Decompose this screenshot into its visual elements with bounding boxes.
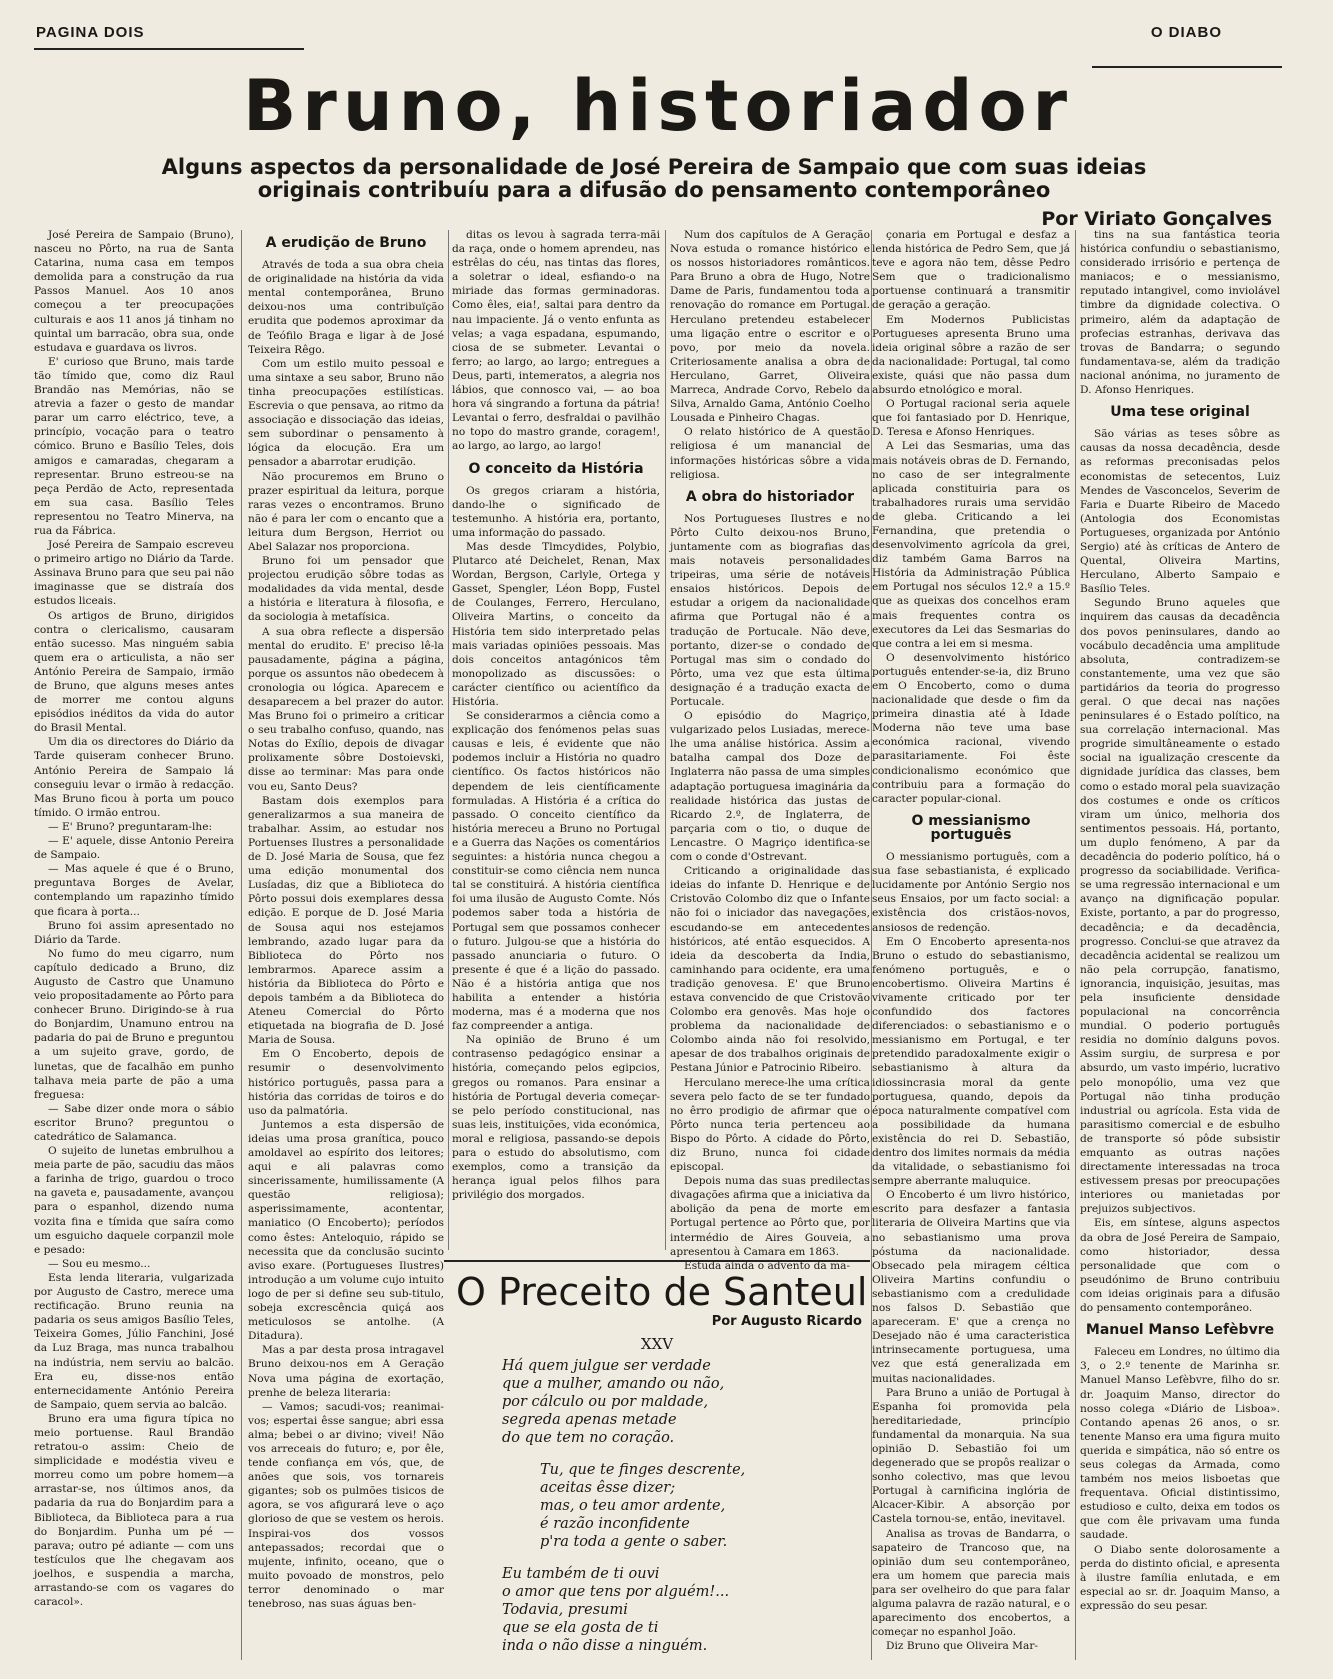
poem-line: mas, o teu amor ardente, — [540, 1498, 726, 1514]
paragraph: O Diabo sente dolorosamente a perda do distinto oficial, e apresenta à ilustre família enlutada, e em especial ao sr. dr. Joaquim Manso, a expressão do seu pesar. — [1080, 1543, 1280, 1612]
paragraph: Não procuremos em Bruno o prazer espiritual da leitura, porque raras vezes o encontramos. Bruno não é para ler com o encanto que a leitura dum Bergson, Herriot ou Abel Salazar nos proporciona. — [248, 470, 444, 553]
paragraph: Criticando a originalidade das ideias do infante D. Henrique e de Cristovão Colombo diz que o Infante não foi o iniciador das navegações, escudando-se em antecedentes históricos, até então esquecidos. A ideia da descoberta da India, caminhando para ocidente, era uma tradição genovesa. E' que Bruno estava convencido de que Cristovão Colombo era genovês. Mas hoje o problema da nacionalidade de Colombo ainda não foi resolvido, apesar de dos trabalhos originais de Pestana Júnior e Patrocinio Ribeiro. — [670, 865, 870, 1075]
poem-line: que a mulher, amando ou não, — [502, 1376, 725, 1392]
running-header — [34, 18, 1282, 48]
paragraph: — E' Bruno? preguntaram-lhe: — [48, 820, 213, 833]
paragraph: O desenvolvimento histórico português entender-se-ia, diz Bruno em O Encoberto, como o duma nacionalidade que desde o fim da primeira dinastia até à Idade Moderna não teve uma base económica racional, vivendo parasitariamente. Foi êste condicionalismo económico que contribuiu para a formação do caracter popular-cional. — [872, 651, 1070, 805]
paragraph: Estuda ainda o advento da ma- — [684, 1259, 851, 1272]
paragraph: Em O Encoberto apresenta-nos Bruno o estudo do sebastianismo, fenómeno português, e o encobertismo. Oliveira Martins é vivamente criticado por ter confundido dos factores diferenciados: o sebastianismo e o messianismo em Portugal, e ter pretendido paradoxalmente exigir o sebastianismo à altura da idiossincrasia moral da gente portuguesa, quando, depois da época naturalmente compatível com a possibilidade da humana existência do rei D. Sebastião, dentro dos limites normais da média da vitalidade, o sebastianismo foi sempre aberrante maluquice. — [872, 935, 1070, 1188]
poem-line: Eu também de ti ouvi — [502, 1566, 660, 1582]
article-byline: Por Viriato Gonçalves — [1041, 208, 1272, 230]
paragraph: A sua obra reflecte a dispersão mental do erudito. E' preciso lê-la pausadamente, página a página, porque os assuntos não obedecem à cronologia ou lógica. Aparecem e desaparecem a bel prazer do autor. Mas Bruno foi o primeiro a criticar o seu trabalho confuso, quando, nas Notas do Exílio, depois de divagar prolixamente sôbre Dostoievski, disse ao terminar: Mas para onde vou eu, Santo Deus? — [248, 625, 444, 793]
paragraph: — E' aquele, disse Antonio Pereira de Sampaio. — [34, 835, 234, 862]
paragraph: — Sou eu mesmo... — [48, 1257, 151, 1270]
paragraph: — Vamos; sacudi-vos; reanimai-vos; espertai êsse sangue; abri essa alma; bebei o ar divino; vivei! Não vos arreceais do futuro; e, por êle, tende confiança em vós, que, de anões que sois, vos tornareis gigantes; sob os pulmões tisicos de agora, se vos afigurará leve o aço glorioso de que se vestem os herois. Inspirai-vos dos vossos antepassados; recordai que o mujente, infinito, oceano, que o muito povoado de monstros, pelo terror denominado o mar tenebroso, nas suas águas ben- — [248, 1400, 444, 1610]
poem-line: inda o não disse a ninguém. — [502, 1638, 708, 1654]
paragraph: O episódio do Magriço, vulgarizado pelos Lusiadas, merece-lhe uma análise histórica. Assim a batalha campal dos Doze de Inglaterra não passa de uma simples adaptação portuguesa imaginária da realidade histórica das justas de Ricardo 2.º, de Inglaterra, de parçaria com o tio, o duque de Lencastre. O Magriço identifica-se com o conde d'Ostrevant. — [670, 710, 870, 864]
column-5 — [872, 228, 1070, 1668]
paragraph: — Sabe dizer onde mora o sábio escritor Bruno? preguntou o catedrático de Salamanca. — [34, 1102, 234, 1143]
section-heading: A obra do historiador — [685, 488, 855, 505]
column-1 — [34, 228, 234, 1668]
poem-line: segreda apenas metade — [502, 1412, 677, 1428]
poem-line: que se ela gosta de ti — [502, 1620, 659, 1636]
paragraph: E' curioso que Bruno, mais tarde tão tímido que, como diz Raul Brandão nas Memórias, não se atrevia a fazer o gesto de mandar parar um carro eléctrico, teve, a princípio, vocação para o teatro cómico. Bruno e Basílio Teles, dois amigos e camaradas, chegaram a representar. Bruno estreou-se na peça Perdão de Acto, representada em sua casa. Basílio Teles representou no Teatro Minerva, na rua da Fábrica. — [34, 355, 234, 537]
poem-line: p'ra toda a gente o saber. — [540, 1534, 728, 1550]
paragraph: — Mas aquele é que é o Bruno, preguntava Borges de Avelar, contemplando um rapazinho tímido que ficara à porta... — [34, 863, 234, 918]
poem-number: XXV — [640, 1335, 674, 1353]
paragraph: Num dos capítulos de A Geração Nova estuda o romance histórico e os nossos historiadores românticos. Para Bruno a obra de Hugo, Notre Dame de Paris, fundamentou toda a renovação do romance em Portugal. Herculano pretendeu estabelecer uma ligação entre o escritor e o povo, por meio da novela. Criteriosamente analisa a obra de Herculano, Garret, Oliveira Marreca, Andrade Corvo, Rebelo da Silva, Arnaldo Gama, António Coelho Lousada e Pinheiro Chagas. — [670, 229, 870, 425]
column-rule — [1075, 230, 1076, 1660]
paragraph: Um dia os directores do Diário da Tarde quiseram conhecer Bruno. António Pereira de Sampaio lá conseguiu levar o irmão à redacção. Mas Bruno ficou à porta um pouco tímido. O irmão entrou. — [34, 736, 234, 819]
page-label: PAGINA DOIS — [36, 24, 145, 41]
section-heading: O messianismo português — [911, 812, 1031, 843]
paragraph: Mas desde Tlmcydides, Polybio, Plutarco até Deichelet, Renan, Max Wordan, Bergson, Carlyle, Ortega y Gasset, Spengler, Léon Bopp, Fustel de Coulanges, Ferrero, Herculano, Oliveira Martins, o conceito da História tem sido interpretado pelas mais variadas opiniões pessoais. Mas dois conceitos antagónicos têm monopolizado as discussões: o carácter científico ou acientífico da História. — [452, 540, 660, 708]
paragraph: São várias as teses sôbre as causas da nossa decadência, desde as reformas preconisadas pelos economistas de setecentos, Luiz Mendes de Vasconcelos, Severim de Faria e Duarte Ribeiro de Macedo (Antologia dos Economistas Portugueses, organizada por António Sergio) até às críticas de Antero de Quental, Oliveira Martins, Herculano, Alberto Sampaio e Basílio Teles. — [1080, 428, 1280, 596]
newspaper-name: O DIABO — [1150, 24, 1222, 41]
paragraph: Mas a par desta prosa intragavel Bruno deixou-nos em A Geração Nova uma página de exortação, prenhe de beleza literaria: — [248, 1344, 444, 1399]
paragraph: Se considerarmos a ciência como a explicação dos fenómenos pelas suas causas e leis, é evidente que não podemos incluir a História no quadro científico. Os factos históricos não dependem de leis científicamente formuladas. A História é a crítica do passado. O conceito científico da história mereceu a Bruno no Portugal e a Guerra das Nações os comentários seguintes: a história nunca chegou a constituir-se como ciência nem nunca tal se constituirá. A história científica foi uma ilusão de Augusto Comte. Nós podemos saber toda a história de Portugal sem que possamos conhecer o futuro. Julgou-se que a história do passado anunciaria o futuro. O presente é que é a lição do passado. Não é a história antiga que nos habilita a entender a história moderna, mas é a moderna que nos faz compreender a antiga. — [452, 710, 660, 1033]
paragraph: No fumo do meu cigarro, num capítulo dedicado a Bruno, diz Augusto de Castro que Unamuno veio propositadamente ao Pôrto para conhecer Bruno. Dirigindo-se à rua do Bonjardim, Unamuno entrou na padaria do pai de Bruno e preguntou a um sujeito grave, gordo, de lunetas, que de facalhão em punho talhava meia parte de pão a uma freguesa: — [34, 947, 234, 1101]
poem-stanza — [540, 1461, 870, 1551]
column-3 — [452, 228, 660, 1202]
section-heading: Manuel Manso Lefèbvre — [1085, 1322, 1275, 1339]
paragraph: Faleceu em Londres, no último dia 3, o 2.º tenente de Marinha sr. Manuel Manso Lefèbvre, filho do sr. dr. Joaquim Manso, director do nosso colega «Diário de Lisboa». Contando apenas 26 anos, o sr. tenente Manso era uma figura muito querida e simpática, não só entre os seus colegas da Armada, como também nos meios lisboetas que frequentava. Oficial distintissimo, estudioso e culto, deixa em todos os que com êle privavam uma funda saudade. — [1080, 1346, 1280, 1542]
paragraph: Bastam dois exemplos para generalizarmos a sua maneira de trabalhar. Assim, ao estudar nos Portuenses Ilustres a personalidade de D. José Maria de Sousa, que fez uma edição monumental dos Lusíadas, diz que a Biblioteca do Pôrto possui dois exemplares dessa edição. E porque de D. José Maria de Sousa aqui nos estejamos lembrando, azado lugar para da Biblioteca do Pôrto nos lembrarmos. Aparece assim a história da Biblioteca do Pôrto e depois também a da Biblioteca do Ateneu Comercial do Pôrto etiquetada na biografia de D. José Maria de Sousa. — [248, 794, 444, 1047]
paragraph: Bruno era uma figura típica no meio portuense. Raul Brandão retratou-o assim: Cheio de simplicidade e modéstia viveu e morreu como um pobre homem—a arrastar-se, nos últimos anos, da padaria da rua do Bonjardim para a Biblioteca, da Biblioteca para a rua do Bonjardim. Punha um pé — parava; outro pé adiante — com uns testículos que lhe chegavam aos joelhos, e suspendia a marcha, arrastando-se com os vagares do caracol». — [34, 1412, 234, 1609]
poem-line: aceitas êsse dizer; — [540, 1480, 676, 1496]
paragraph: O messianismo português, com a sua fase sebastianista, é explicado lucidamente por António Sergio nos seus Ensaios, por um facto social: a existência dos cristãos-novos, ansiosos de redenção. — [872, 851, 1070, 934]
paragraph: Em Modernos Publicistas Portugueses apresenta Bruno uma ideia original sôbre a razão de ser da nacionalidade: Portugal, tal como existe, quási que não passa dum absurdo etnológico e moral. — [872, 313, 1070, 397]
paragraph: tins na sua fantástica teoria histórica confundiu o sebastianismo, considerado irrisório e pertença de maniacos; e o messianismo, reputado intangivel, como inviolável timbre da dignidade colectiva. O primeiro, além da adaptação de profecias estranhas, derivava das trovas de Bandarra; o segundo fundamentava-se, além da tradição nacional anónima, no juramento de D. Afonso Henriques. — [1080, 229, 1280, 397]
poem-author: Por Augusto Ricardo — [711, 1314, 862, 1329]
paragraph: Em O Encoberto, depois de resumir o desenvolvimento histórico português, passa para a história das corridas de toiros e do uso da palmatória. — [248, 1048, 444, 1117]
paragraph: Juntemos a esta dispersão de ideias uma prosa granítica, pouco amoldavel ao espírito dos leitores; aqui e ali palavras como sincerissamente, humilissamente (A questão religiosa); asperissimamente, acontentar, maniatico (O Encoberto); períodos como êstes: Anteloquio, rápido se necessita que da conclusão sucinto aviso exare. (Portugueses Ilustres) introdução a um volume cujo intuito logo de per si define seu sub-titulo, sobeja excrescência quiçá aos meticulosos se antolhe. (A Ditadura). — [248, 1118, 444, 1343]
paragraph: çonaria em Portugal e desfaz a lenda histórica de Pedro Sem, que já teve e agora não tem, dêsse Pedro Sem que o tradicionalismo portuense continuará a transmitir de geração a geração. — [872, 229, 1070, 312]
poem-stanzas — [444, 1357, 870, 1655]
paragraph: Segundo Bruno aqueles que inquirem das causas da decadência dos povos peninsulares, dando ao vocábulo decadência uma amplitude absoluta, contradizem-se constantemente, uma vez que são partidários da teoria do progresso geral. O que decai nas nações peninsulares é o Estado político, na sua correlação internacional. Mas progride simultâneamente o estado social na igualização crescente da dignidade jurídica das classes, bem como o estado moral pela suavização dos costumes e onde os críticos viram um único, melhoria dos sentimentos pessoais. Há, portanto, um duplo fenómeno, A par da decadência do poderio político, há o progresso da sociabilidade. Verifica-se uma regressão internacional e um avanço na dignificação popular. Existe, portanto, a par do progresso, decadência; e da decadência, progresso. Conclui-se que atravez da decadência acidental se realizou um não pela corrupção, fanatismo, ignorancia, inquisição, jesuitas, mas pela insuficiente densidade populacional na concorrência mundial. O poderio português residia no domínio dalguns povos. Assim surgiu, de surpresa e por absurdo, um vasto império, lucrativo pelo monopólio, uma vez que Portugal não tinha produção industrial ou agrícola. Esta vida de parasitismo comercial e de esbulho de transporte só pôde subsistir emquanto as outras nações directamente interessadas na troca estivessem presas por preocupações interiores ou manietadas por prejuizos subjectivos. — [1080, 597, 1280, 1216]
poem-line: por cálculo ou por maldade, — [502, 1394, 709, 1410]
column-rule — [665, 230, 666, 1250]
paragraph: Na opinião de Bruno é um contrasenso pedagógico ensinar a história, começando pelos egipcios, gregos ou romanos. Para ensinar a história de Portugal deveria começar-se pelo período constitucional, nas suas leis, instituições, vida económica, moral e religiosa, passando-se depois para o estudo do absolutismo, com exemplos, como a transição da herança igual pelos filhos para privilégio dos morgados. — [452, 1034, 660, 1202]
poem-line: Todavia, presumi — [502, 1602, 628, 1618]
article-subtitle: Alguns aspectos da personalidade de José Pereira de Sampaio que com suas ideias originais contribuíu para a difusão do pensamento contemporâneo — [161, 155, 1147, 202]
paragraph: Eis, em síntese, alguns aspectos da obra de José Pereira de Sampaio, como historiador, dessa personalidade que com o pseudónimo de Bruno contribuiu com ideias originais para a difusão do pensamento contemporâneo. — [1080, 1217, 1280, 1315]
column-rule — [448, 230, 449, 1250]
column-rule — [241, 230, 242, 1660]
paragraph: O relato histórico de A questão religiosa é um manancial de informações históricas sôbre a vida religiosa. — [670, 426, 870, 481]
paragraph: Bruno foi assim apresentado no Diário da Tarde. — [34, 919, 234, 946]
poem-title: O Preceito de Santeul — [456, 1270, 868, 1314]
section-heading: Uma tese original — [1110, 404, 1250, 421]
paragraph: Nos Portugueses Ilustres e no Pôrto Culto deixou-nos Bruno, juntamente com as biografias das mais notaveis personalidades tripeiras, uma série de notáveis ensaios históricos. Depois de estudar a origem da nacionalidade afirma que Portugal não é a tradução de Portucale. Não deve, portanto, dizer-se o condado de Portugal mas sim o condado do Pôrto, uma vez que esta última designação é a tradução exacta de Portucale. — [670, 512, 870, 708]
paragraph: ditas os levou à sagrada terra-mãi da raça, onde o homem aprendeu, nas estrêlas do céu, nas tintas das flores, a soletrar o ideal, esfiando-o na miriade das formas germinadoras. Como êles, eia!, saltai para dentro da nau impaciente. Já o vento enfunta as velas; a vaga espadana, espumando, ciosa de se submeter. Levantai o ferro; ao largo, ao largo; entregues a Deus, parti, intemeratos, a alegria nos lábios, que connosco vai, — ao boa hora vá singrando a fortuna da pátria! Levantai o ferro, desfraldai o pavilhão no topo do mastro grande, coragem!, ao largo, ao largo, ao largo! — [452, 229, 660, 453]
poem-stanza — [502, 1565, 870, 1655]
paragraph: Bruno foi um pensador que projectou erudição sôbre todas as modalidades da vida mental, desde a história e literatura à filosofia, e da sociologia à metafísica. — [248, 555, 444, 624]
article-title: Bruno, historiador — [242, 65, 1074, 147]
column-2 — [248, 228, 444, 1668]
poem-box — [444, 1260, 870, 1664]
column-4 — [670, 228, 870, 1272]
paragraph: Para Bruno a união de Portugal à Espanha foi promovida pela hereditariedade, princípio fundamental da monarquia. Na sua opinião D. Sebastião foi um degenerado que se propôs realizar o sonho colectivo, mas que levou Portugal à carnificina inglória de Alcacer-Kibir. A absorção por Castela tornou-se, então, inevitavel. — [872, 1386, 1070, 1526]
paragraph: Esta lenda literaria, vulgarizada por Augusto de Castro, merece uma rectificação. Bruno reunia na padaria os seus amigos Basílio Teles, Teixeira Gomes, Júlio Fanchini, José da Luz Braga, mas nunca trabalhou na indústria, nem serviu ao balcão. Era eu, disse-nos então enternecidamente António Pereira de Sampaio, quem servia ao balcão. — [34, 1271, 234, 1411]
paragraph: O Encoberto é um livro histórico, escrito para desfazer a fantasia literaria de Oliveira Martins que via no sebastianismo uma prova póstuma da nacionalidade. Obsecado pela miragem céltica Oliveira Martins confundiu o sebastianismo com a credulidade nos falsos D. Sebastião que apareceram. E' que a crença no Desejado não é uma caracteristica intrinsecamente portuguesa, uma vez que está generalizada em muitas nacionalidades. — [872, 1189, 1070, 1385]
poem-line: é razão inconfidente — [540, 1516, 690, 1532]
paragraph: O Portugal racional seria aquele que foi fantasiado por D. Henrique, D. Teresa e Afonso Henriques. — [872, 398, 1070, 439]
poem-stanza — [502, 1357, 870, 1447]
paragraph: A Lei das Sesmarias, uma das mais notáveis obras de D. Fernando, no caso de ser integralmente aplicada constituiria para os trabalhadores rurais uma servidão de gleba. Criticando a lei Fernandina, que pretendia o desenvolvimento agrícola da grei, diz também Gama Barros na História da Administração Pública em Portugal nos séculos 12.º a 15.º que as queixas dos concelhos eram mais frequentes contra os executores da Lei das Sesmarias do que contra a lei em si mesma. — [872, 440, 1070, 650]
paragraph: Analisa as trovas de Bandarra, o sapateiro de Trancoso que, na opinião dum seu contemporâneo, era um homem que parecia mais para ser ovelheiro do que para falar alguma palavra de razão natural, e o aparecimento dos encobertos, a começar no espanhol João. — [872, 1527, 1070, 1639]
paragraph: Depois numa das suas predilectas divagações afirma que a iniciativa da abolição da pena de morte em Portugal pertence ao Pôrto que, por intermédio de Aires Gouveia, a apresentou à Camara em 1863. — [670, 1175, 870, 1258]
poem-line: Tu, que te finges descrente, — [540, 1462, 746, 1478]
section-heading: A erudição de Bruno — [265, 235, 427, 251]
header-rule — [34, 48, 304, 50]
paragraph: José Pereira de Sampaio (Bruno), nasceu no Pôrto, na rua de Santa Catarina, numa casa em tempos demolida para a construção da rua Passos Manuel. Aos 10 anos começou a ter preocupações culturais e aos 11 anos já tinham no quintal um barracão, obra sua, onde estudava e guardava os livros. — [34, 229, 234, 354]
paragraph: José Pereira de Sampaio escreveu o primeiro artigo no Diário da Tarde. Assinava Bruno para que seu pai não imaginasse que se distraía dos estudos liceais. — [34, 539, 234, 608]
section-heading: O conceito da História — [468, 460, 644, 477]
paragraph: Através de toda a sua obra cheia de originalidade na história da vida mental contemporânea, Bruno deixou-nos uma contribuïção erudita que podemos aproximar da de Teófilo Braga e ligar à de José Teixeira Rêgo. — [248, 259, 444, 356]
poem-line: Há quem julgue ser verdade — [502, 1358, 711, 1374]
paragraph: Diz Bruno que Oliveira Mar- — [886, 1640, 1038, 1653]
paragraph: Com um estilo muito pessoal e uma sintaxe a seu sabor, Bruno não tinha preocupações estilísticas. Escrevia o que pensava, ao ritmo da associação e dissociação das ideias, sem subordinar o pensamento à lógica da elocução. Era um pensador a abarrotar erudição. — [248, 357, 444, 469]
paragraph: Herculano merece-lhe uma crítica severa pelo facto de se ter fundado no êrro prodigio de afirmar que o Pôrto nunca teria pertenceu ao Bispo do Pôrto. A cidade do Pôrto, diz Bruno, nunca foi cidade episcopal. — [670, 1076, 870, 1174]
paragraph: Os artigos de Bruno, dirigidos contra o clericalismo, causaram então sucesso. Mas ninguém sabia quem era o articulista, a não ser António Pereira de Sampaio, irmão de Bruno, que alguns meses antes de morrer me contou alguns episódios inéditos da vida do autor do Brasil Mental. — [34, 609, 234, 735]
newspaper-page — [34, 18, 1282, 1658]
poem-line: o amor que tens por alguém!... — [502, 1584, 730, 1600]
paragraph: O sujeito de lunetas embrulhou a meia parte de pão, sacudiu das mãos a farinha de trigo, guardou o troco na gaveta e, pausadamente, avançou para o espanhol, dizendo numa vozita fina e tímida que saíra como um esguicho daquele corpanzil mole e pesado: — [34, 1145, 234, 1256]
column-6 — [1080, 228, 1280, 1668]
poem-line: do que tem no coração. — [502, 1430, 675, 1446]
paragraph: Os gregos criaram a história, dando-lhe o significado de testemunho. A história era, portanto, uma informação do passado. — [452, 484, 660, 539]
